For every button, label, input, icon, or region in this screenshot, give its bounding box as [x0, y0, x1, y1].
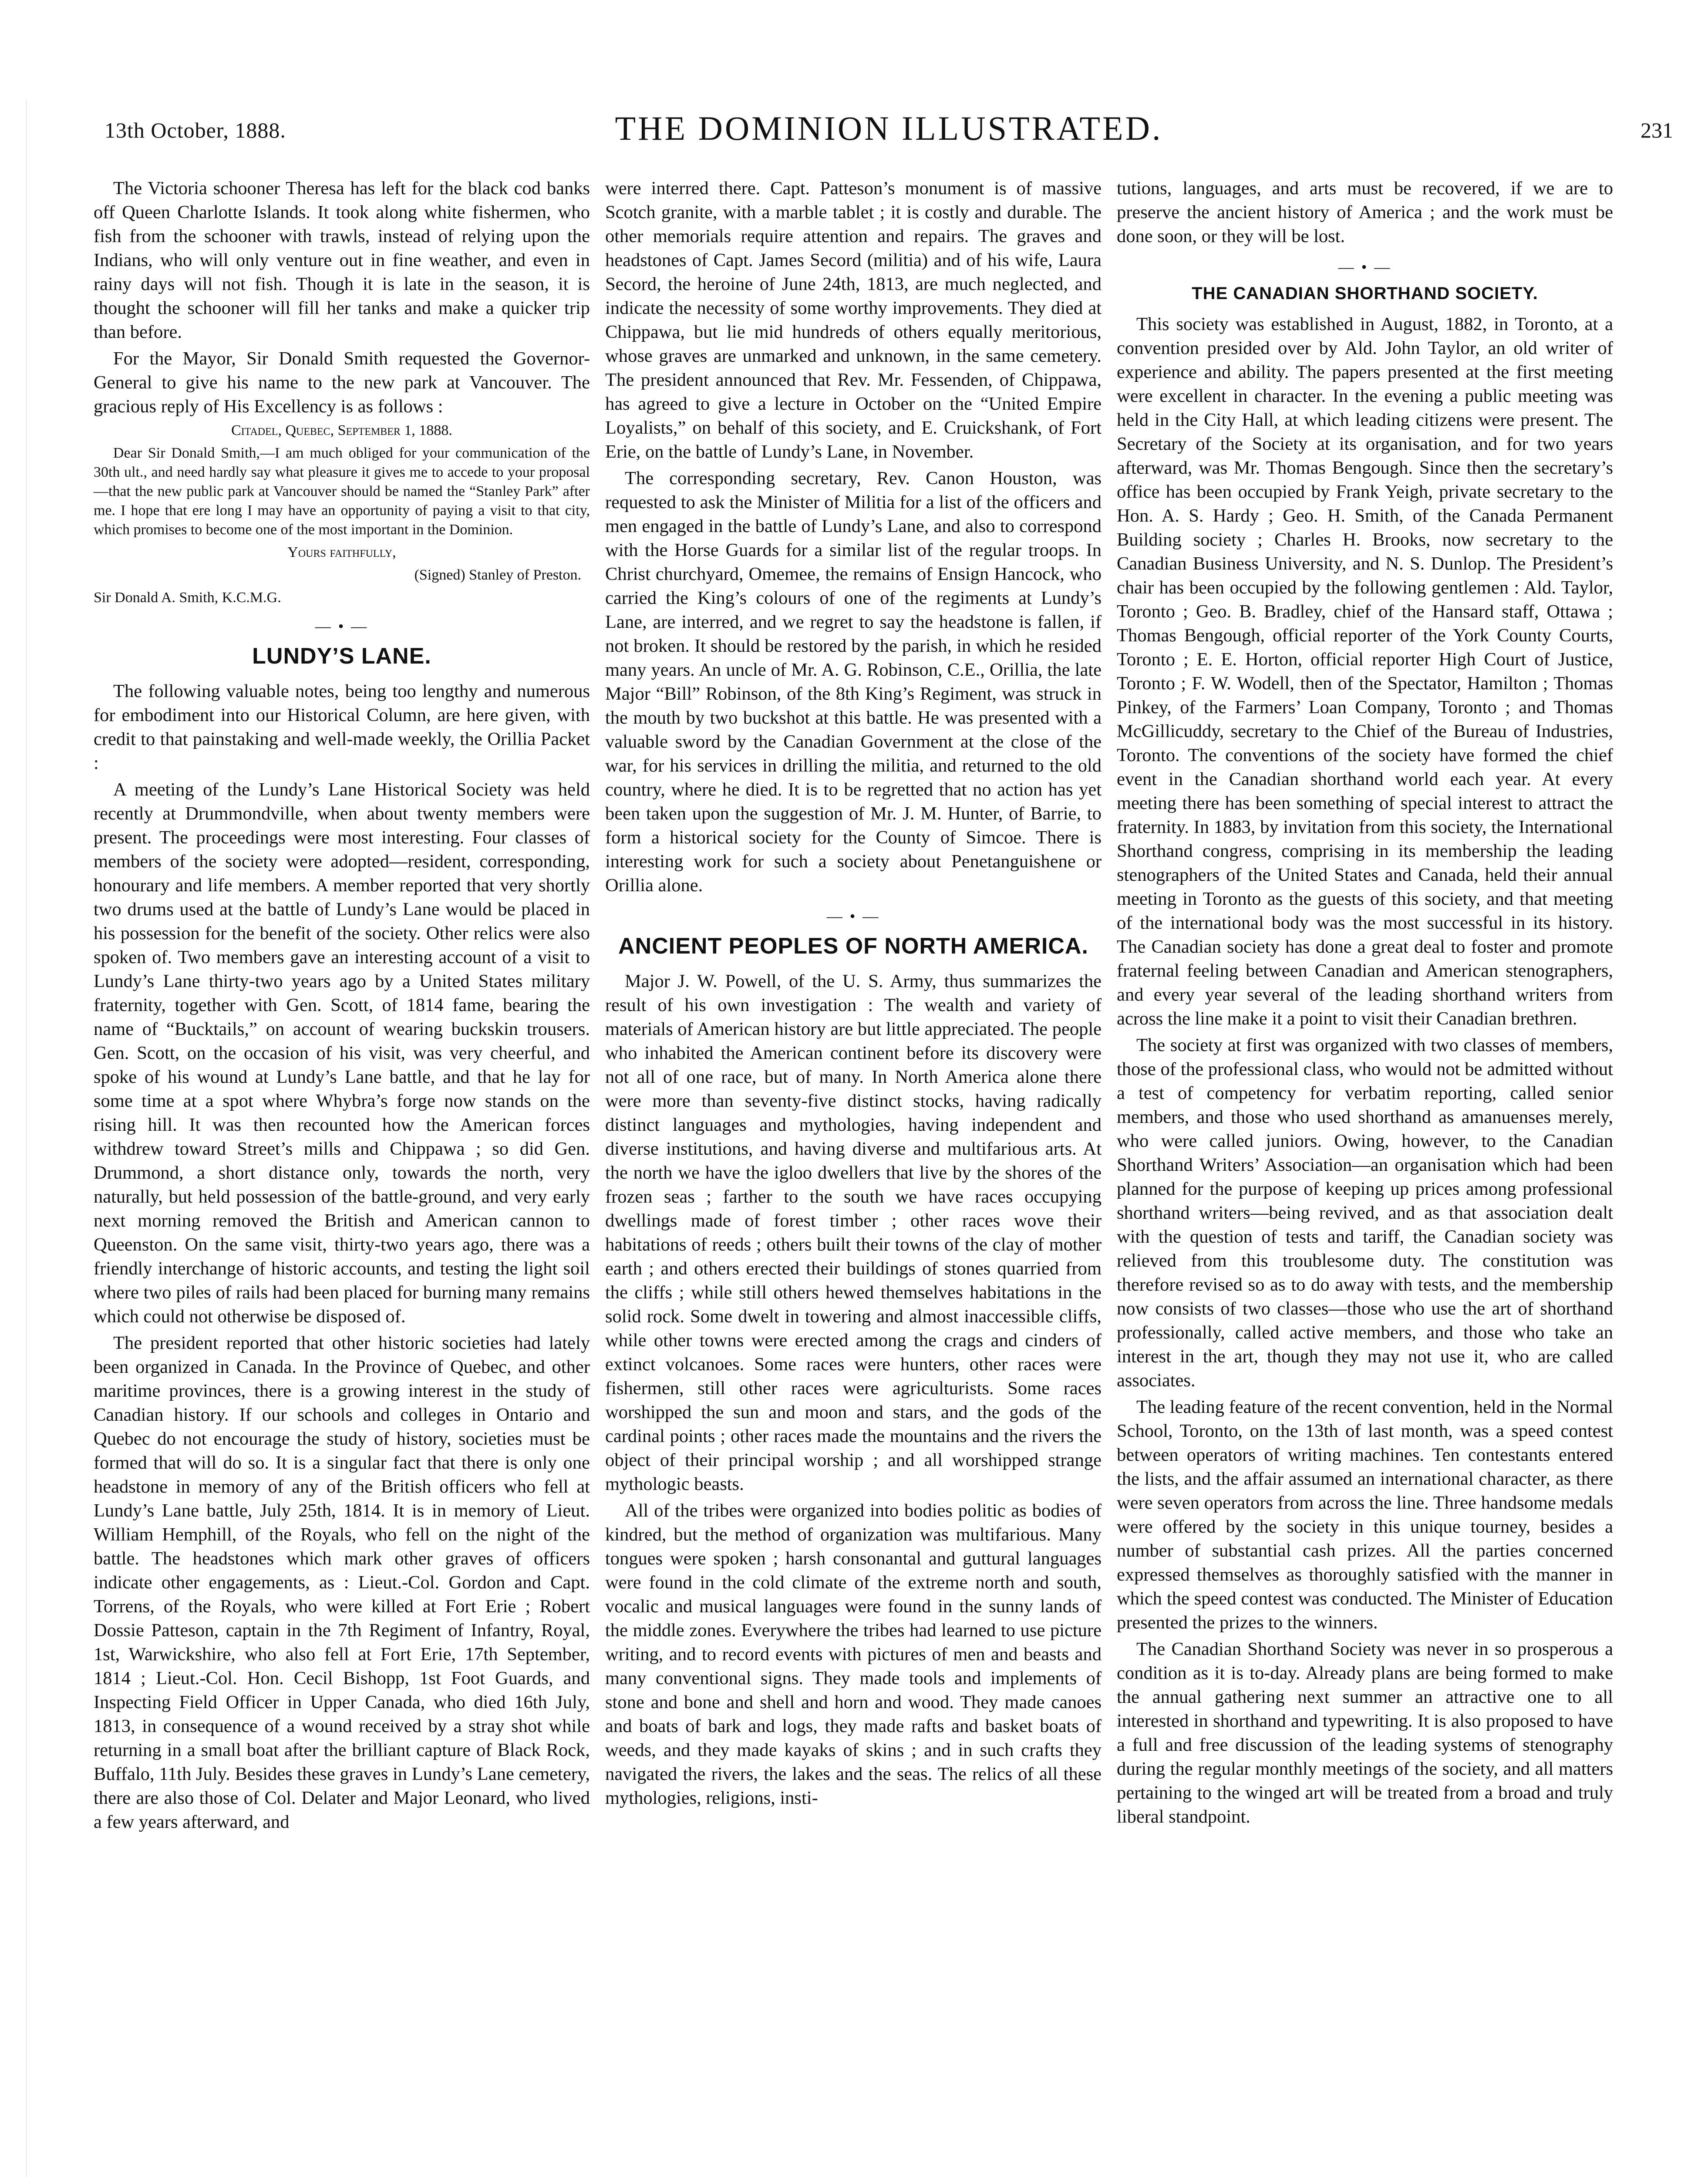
- paragraph: Major J. W. Powell, of the U. S. Army, thus summarizes the result of his own investigation : The wealth and variety of materials of American history are but little appreciated. The people who inhabited the American continent before its discovery were not all of one race, but of many. In North America alone there were more than seventy-five distinct stocks, having radically distinct languages and mythologies, having independent and diverse institutions, and having diverse and multifarious arts. At the north we have the igloo dwellers that live by the shores of the frozen seas ; farther to the south we have races occupying dwellings made of forest timber ; other races wove their habitations of reeds ; others built their towns of the clay of mother earth ; and others erected their buildings of stones quarried from the cliffs ; while still others hewed themselves habitations in the solid rock. Some dwelt in towering and almost inaccessible cliffs, while other towns were erected among the crags and cinders of extinct volcanoes. Some races were hunters, other races were fishermen, still other races were agriculturists. Some races worshipped the sun and moon and stars, and the gods of the cardinal points ; other races made the mountains and the rivers the object of their principal worship ; and all worshipped strange mythologic beasts.: [605, 971, 1102, 1494]
- paragraph: All of the tribes were organized into bodies politic as bodies of kindred, but the method of organization was multifarious. Many tongues were spoken ; harsh consonantal and guttural languages were found in the cold climate of the extreme north and south, vocalic and musical languages were found in the sunny lands of the middle zones. Everywhere the tribes had learned to use picture writing, and to record events with pictures of men and beasts and many conventional signs. They made tools and implements of stone and bone and shell and horn and wood. They made canoes and boats of bark and logs, they made rafts and basket boats of weeds, and they made kayaks of skins ; and in such crafts they navigated the rivers, the lakes and the seas. The relics of all these mythologies, religions, insti-: [605, 1500, 1102, 1808]
- paragraph: For the Mayor, Sir Donald Smith requested the Governor-General to give his name to the new park at Vancouver. The gracious reply of His Excellency is as follows :: [94, 348, 590, 417]
- section-heading-ancient-peoples: ANCIENT PEOPLES OF NORTH AMERICA.: [618, 933, 1088, 959]
- letter-signature: (Signed) Stanley of Preston.: [414, 567, 581, 583]
- paragraph: The following valuable notes, being too lengthy and numerous for embodiment into our Historical Column, are here given, with credit to that painstaking and well-made weekly, the Orillia Packet :: [94, 681, 590, 773]
- letter-heading: Citadel, Quebec, September 1, 1888.: [231, 422, 452, 438]
- left-margin-strip: [0, 100, 27, 2177]
- publication-title: THE DOMINION ILLUSTRATED.: [615, 109, 1163, 147]
- paragraph: This society was established in August, 1882, in Toronto, at a convention presided over by Ald. John Taylor, an old writer of experience and ability. The papers presented at the first meeting were excellent in character. In the evening a public meeting was held in the City Hall, at which leading citizens were present. The Secretary of the Society at its organisation, and for two years afterward, was Mr. Thomas Bengough. Since then the secretary’s office has been occupied by Frank Yeigh, private secretary to the Hon. A. S. Hardy ; Geo. H. Smith, of the Canada Permanent Building society ; Charles H. Brooks, now secretary to the Canadian Business University, and N. S. Dunlop. The President’s chair has been occupied by the following gentlemen : Ald. Taylor, Toronto ; Geo. B. Bradley, chief of the Hansard staff, Ottawa ; Thomas Bengough, official reporter of the York County Courts, Toronto ; E. E. Horton, official reporter High Court of Justice, Toronto ; F. W. Wodell, then of the Spectator, Hamilton ; Thomas Pinkey, of the Farmers’ Loan Company, Toronto ; and Thomas McGillicuddy, secretary to the Chief of the Bureau of Industries, Toronto. The conventions of the society have formed the chief event in the Canadian shorthand world each year. At every meeting there has been something of special interest to attract the fraternity. In 1883, by invitation from this society, the International Shorthand congress, comprising in its membership the leading stenographers of the United States and Canada, held their annual meeting in Toronto as the guests of this society, and that meeting of the international body was the most successful in its history. The Canadian society has done a great deal to foster and promote fraternal feeling between Canadian and American stenographers, and every year several of the leading shorthand writers from across the line make it a point to visit their Canadian brethren.: [1117, 314, 1613, 1029]
- section-separator: — • —: [315, 617, 369, 635]
- column-3: [1117, 176, 1613, 1831]
- paragraph: The corresponding secretary, Rev. Canon Houston, was requested to ask the Minister of Militia for a list of the officers and men engaged in the battle of Lundy’s Lane, and also to correspond with the Horse Guards for a similar list of the regular troops. In Christ churchyard, Omemee, the remains of Ensign Hancock, who carried the King’s colours of one of the regiments at Lundy’s Lane, are interred, and we regret to say the headstone is fallen, if not broken. It should be restored by the parish, in which he resided many years. An uncle of Mr. A. G. Robinson, C.E., Orillia, the late Major “Bill” Robinson, of the 8th King’s Regiment, was struck in the mouth by two buckshot at this battle. He was presented with a valuable sword by the Canadian Government at the close of the war, for his services in drilling the militia, and returned to the old country, where he died. It is to be regretted that no action has yet been taken upon the suggestion of Mr. J. M. Hunter, of Barrie, to form a historical society for the County of Simcoe. There is interesting work for such a society about Penetanguishene or Orillia alone.: [605, 468, 1102, 896]
- letter-closing: Yours faithfully,: [287, 544, 396, 560]
- section-heading-shorthand-society: THE CANADIAN SHORTHAND SOCIETY.: [1192, 284, 1538, 303]
- paragraph: A meeting of the Lundy’s Lane Historical Society was held recently at Drummondville, when about twenty members were present. The proceedings were most interesting. Four classes of members of the society were adopted—resident, corresponding, honourary and life members. A member reported that very shortly two drums used at the battle of Lundy’s Lane would be placed in his possession for the benefit of the society. Other relics were also spoken of. Two members gave an interesting account of a visit to Lundy’s Lane thirty-two years ago by a United States military fraternity, together with Gen. Scott, of 1814 fame, bearing the name of “Bucktails,” on account of wearing buckskin trousers. Gen. Scott, on the occasion of his visit, was very cheerful, and spoke of his wound at Lundy’s Lane battle, and that he lay for some time at a spot where Whybra’s forge now stands on the rising hill. It was then recounted how the American forces withdrew toward Street’s mills and Chippawa ; so did Gen. Drummond, a short distance only, towards the north, very naturally, but held possession of the battle-ground, and very early next morning removed the British and American cannon to Queenston. On the same visit, thirty-two years ago, there was a friendly interchange of historic accounts, and testing the light soil where two piles of rails had been placed for burning many remains which could not otherwise be disposed of.: [94, 779, 590, 1327]
- paragraph: The leading feature of the recent convention, held in the Normal School, Toronto, on the 13th of last month, was a speed contest between operators of writing machines. Ten contestants entered the lists, and the affair assumed an international character, as there were seven operators from across the line. Three handsome medals were offered by the society in this unique tourney, besides a number of substantial cash prizes. All the parties concerned expressed themselves as thoroughly satisfied with the manner in which the speed contest was conducted. The Minister of Education presented the prizes to the winners.: [1117, 1397, 1613, 1633]
- section-heading-lundys-lane: LUNDY’S LANE.: [252, 644, 431, 669]
- section-separator: — • —: [1338, 258, 1392, 276]
- paragraph: The society at first was organized with two classes of members, those of the professional class, who would not be admitted without a test of competency for verbatim reporting, called senior members, and those who used shorthand as amanuenses merely, who were called juniors. Owing, however, to the Canadian Shorthand Writers’ Association—an organisation which had been planned for the purpose of keeping up prices among professional shorthand writers—being revived, and as that association dealt with the question of tests and tariff, the Canadian society was relieved from this troublesome duty. The constitution was therefore revised so as to do away with tests, and the membership now consists of two classes—those who use the art of shorthand professionally, called active members, and those who take an interest in the art, though they may not use it, who are called associates.: [1117, 1035, 1613, 1391]
- paragraph: The Victoria schooner Theresa has left for the black cod banks off Queen Charlotte Islands. It took along white fishermen, who fish from the schooner with trawls, instead of relying upon the Indians, who will only venture out in fine weather, and even in rainy days will not fish. Though it is late in the season, it is thought the schooner will fill her tanks and make a quicker trip than before.: [94, 178, 590, 342]
- letter-recipient: Sir Donald A. Smith, K.C.M.G.: [94, 590, 281, 606]
- issue-date: 13th October, 1888.: [104, 118, 286, 142]
- paragraph: were interred there. Capt. Patteson’s monument is of massive Scotch granite, with a marble tablet ; it is costly and durable. The other memorials require attention and repairs. The graves and headstones of Capt. James Secord (militia) and of his wife, Laura Secord, the heroine of June 24th, 1813, are much neglected, and indicate the necessity of some worthy improvements. They died at Chippawa, but lie mid hundreds of others equally meritorious, whose graves are unmarked and unknown, in the same cemetery. The president announced that Rev. Mr. Fessenden, of Chippawa, has agreed to give a lecture in October on the “United Empire Loyalists,” on behalf of this society, and E. Cruickshank, of Fort Erie, on the battle of Lundy’s Lane, in November.: [605, 178, 1102, 462]
- paragraph: tutions, languages, and arts must be recovered, if we are to preserve the ancient history of America ; and the work must be done soon, or they will be lost.: [1117, 178, 1613, 246]
- column-1: [94, 176, 590, 1837]
- paragraph: The Canadian Shorthand Society was never in so prosperous a condition as it is to-day. Already plans are being formed to make the annual gathering next summer an attractive one to all interested in shorthand and typewriting. It is also proposed to have a full and free discussion of the leading systems of stenography during the regular monthly meetings of the society, and all matters pertaining to the winged art will be treated from a broad and truly liberal standpoint.: [1117, 1639, 1613, 1827]
- page-header: [87, 100, 1691, 157]
- column-2: [605, 176, 1102, 1813]
- letter-body: Dear Sir Donald Smith,—I am much obliged for your communication of the 30th ult., and need hardly say what pleasure it gives me to accede to your proposal—that the new public park at Vancouver should be named the “Stanley Park” after me. I hope that ere long I may have an opportunity of paying a visit to that city, which promises to become one of the most important in the Dominion.: [94, 445, 590, 538]
- section-separator: — • —: [826, 907, 880, 925]
- paragraph: The president reported that other historic societies had lately been organized in Canada. In the Province of Quebec, and other maritime provinces, there is a growing interest in the study of Canadian history. If our schools and colleges in Ontario and Quebec do not encourage the study of history, societies must be formed that will do so. It is a singular fact that there is only one headstone in memory of any of the British officers who fell at Lundy’s Lane battle, July 25th, 1814. It is in memory of Lieut. William Hemphill, of the Royals, who fell on the night of the battle. The headstones which mark other graves of officers indicate other engagements, as : Lieut.-Col. Gordon and Capt. Torrens, of the Royals, who were killed at Fort Erie ; Robert Dossie Patteson, captain in the 7th Regiment of Infantry, Royal, 1st, Warwickshire, who also fell at Fort Erie, 17th September, 1814 ; Lieut.-Col. Hon. Cecil Bishopp, 1st Foot Guards, and Inspecting Field Officer in Upper Canada, who died 16th July, 1813, in consequence of a wound received by a stray shot while returning in a small boat after the brilliant capture of Black Rock, Buffalo, 11th July. Besides these graves in Lundy’s Lane cemetery, there are also those of Col. Delater and Major Leonard, who lived a few years afterward, and: [94, 1333, 590, 1832]
- page-number: 231: [1641, 118, 1673, 142]
